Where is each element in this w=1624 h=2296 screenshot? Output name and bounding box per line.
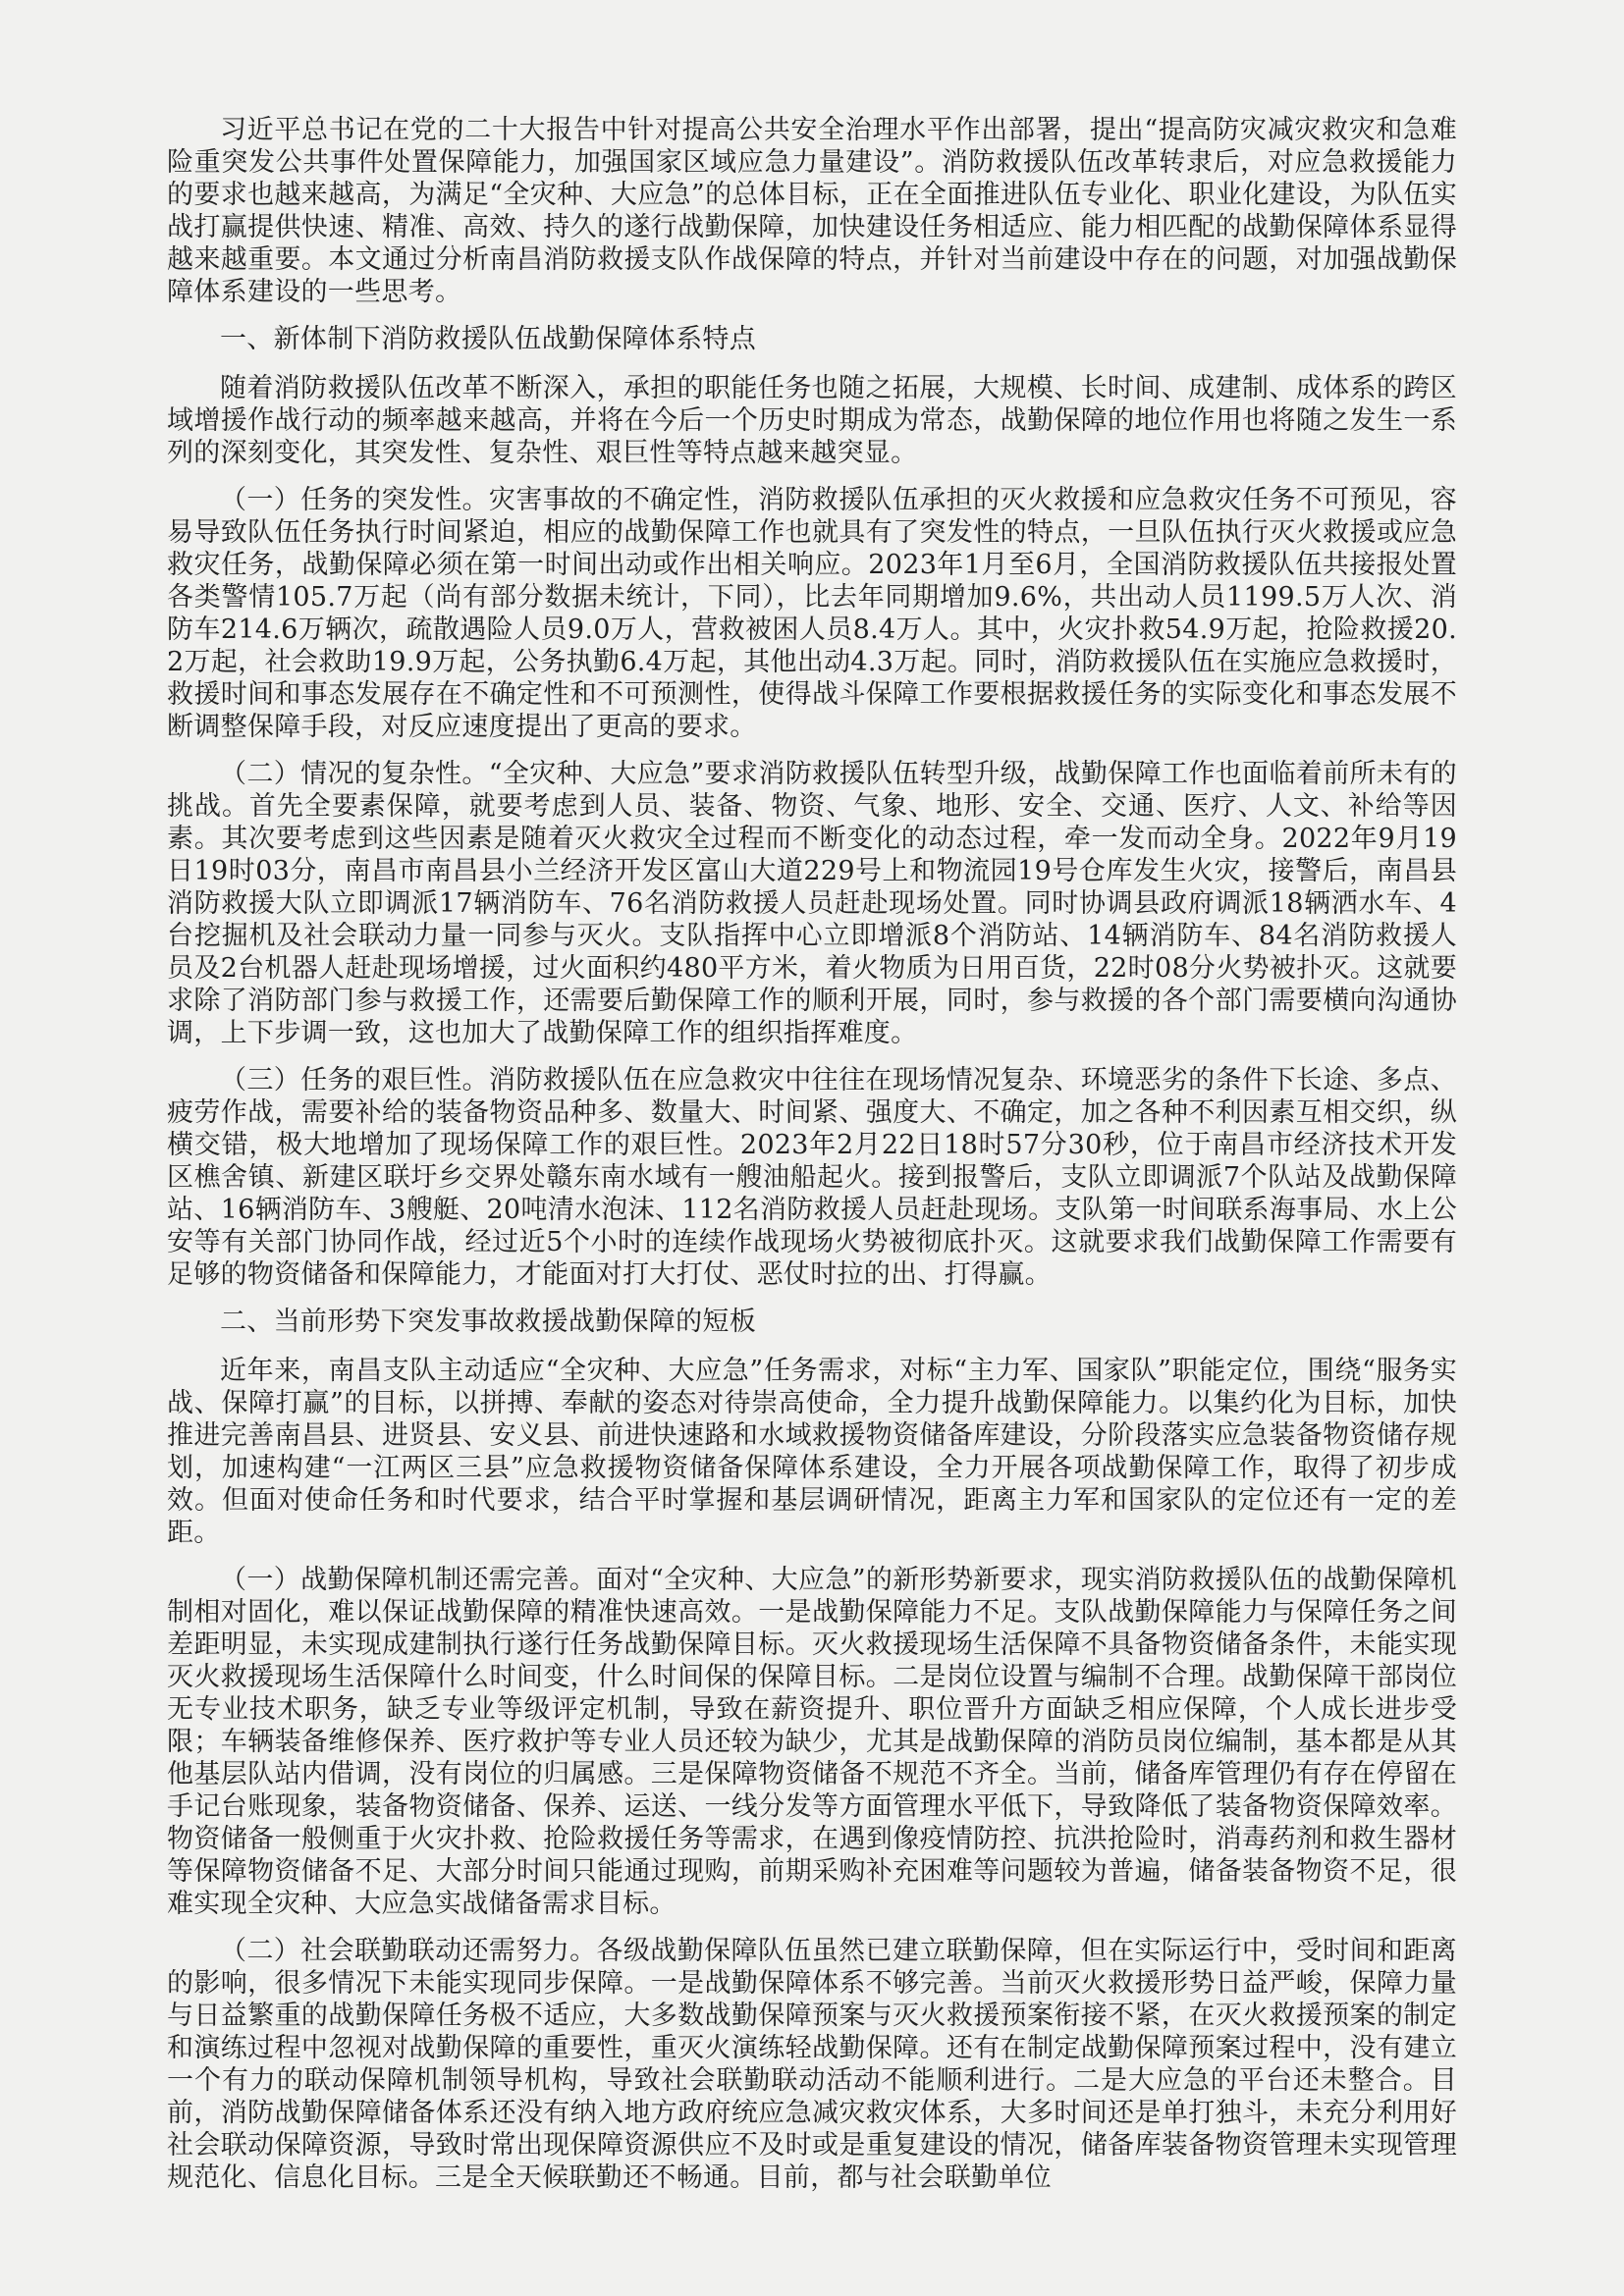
paragraph-point-1-1-suddenness: （一）任务的突发性。灾害事故的不确定性，消防救援队伍承担的灭火救援和应急救灾任务不可预见，容易导致队伍任务执行时间紧迫，相应的战勤保障工作也就具有了突发性的特点，一旦队伍执行灭火救援或应急救灾任务，战勤保障必须在第一时间出动或作出相关响应。2023年1月至6月，全国消防救援队伍共接报处置各类警情105.7万起（尚有部分数据未统计，下同），比去年同期增加9.6%，共出动人员1199.5万人次、消防车214.6万辆次，疏散遇险人员9.0万人，营救被困人员8.4万人。其中，火灾扑救54.9万起，抢险救援20.2万起，社会救助19.9万起，公务执勤6.4万起，其他出动4.3万起。同时，消防救援队伍在实施应急救援时，救援时间和事态发展存在不确定性和不可预测性，使得战斗保障工作要根据救援任务的实际变化和事态发展不断调整保障手段，对反应速度提出了更高的要求。: [167, 485, 1457, 742]
paragraph-point-1-2-complexity: （二）情况的复杂性。“全灾种、大应急”要求消防救援队伍转型升级，战勤保障工作也面临着前所未有的挑战。首先全要素保障，就要考虑到人员、装备、物资、气象、地形、安全、交通、医疗、人文、补给等因素。其次要考虑到这些因素是随着灭火救灾全过程而不断变化的动态过程，牵一发而动全身。2022年9月19日19时03分，南昌市南昌县小兰经济开发区富山大道229号上和物流园19号仓库发生火灾，接警后，南昌县消防救援大队立即调派17辆消防车、76名消防救援人员赶赴现场处置。同时协调县政府调派18辆洒水车、4台挖掘机及社会联动力量一同参与灭火。支队指挥中心立即增派8个消防站、14辆消防车、84名消防救援人员及2台机器人赶赴现场增援，过火面积约480平方米，着火物质为日用百货，22时08分火势被扑灭。这就要求除了消防部门参与救援工作，还需要后勤保障工作的顺利开展，同时，参与救援的各个部门需要横向沟通协调，上下步调一致，这也加大了战勤保障工作的组织指挥难度。: [167, 759, 1457, 1048]
paragraph-section1-overview: 随着消防救援队伍改革不断深入，承担的职能任务也随之拓展，大规模、长时间、成建制、成体系的跨区域增援作战行动的频率越来越高，并将在今后一个历史时期成为常态，战勤保障的地位作用也将随之发生一系列的深刻变化，其突发性、复杂性、艰巨性等特点越来越突显。: [167, 373, 1457, 468]
paragraph-point-1-3-difficulty: （三）任务的艰巨性。消防救援队伍在应急救灾中往往在现场情况复杂、环境恶劣的条件下长途、多点、疲劳作战，需要补给的装备物资品种多、数量大、时间紧、强度大、不确定，加之各种不利因素互相交织，纵横交错，极大地增加了现场保障工作的艰巨性。2023年2月22日18时57分30秒，位于南昌市经济技术开发区樵舍镇、新建区联圩乡交界处赣东南水域有一艘油船起火。接到报警后，支队立即调派7个队站及战勤保障站、16辆消防车、3艘艇、20吨清水泡沫、112名消防救援人员赶赴现场。支队第一时间联系海事局、水上公安等有关部门协同作战，经过近5个小时的连续作战现场火势被彻底扑灭。这就要求我们战勤保障工作需要有足够的物资储备和保障能力，才能面对打大打仗、恶仗时拉的出、打得赢。: [167, 1065, 1457, 1290]
paragraph-intro: 习近平总书记在党的二十大报告中针对提高公共安全治理水平作出部署，提出“提高防灾减灾救灾和急难险重突发公共事件处置保障能力，加强国家区域应急力量建设”。消防救援队伍改革转隶后，对应急救援能力的要求也越来越高，为满足“全灾种、大应急”的总体目标，正在全面推进队伍专业化、职业化建设，为队伍实战打赢提供快速、精准、高效、持久的遂行战勤保障，加快建设任务相适应、能力相匹配的战勤保障体系显得越来越重要。本文通过分析南昌消防救援支队作战保障的特点，并针对当前建设中存在的问题，对加强战勤保障体系建设的一些思考。: [167, 115, 1457, 307]
heading-section-1: 一、新体制下消防救援队伍战勤保障体系特点: [220, 324, 756, 354]
paragraph-point-2-1-mechanism: （一）战勤保障机制还需完善。面对“全灾种、大应急”的新形势新要求，现实消防救援队伍的战勤保障机制相对固化，难以保证战勤保障的精准快速高效。一是战勤保障能力不足。支队战勤保障能力与保障任务之间差距明显，未实现成建制执行遂行任务战勤保障目标。灭火救援现场生活保障不具备物资储备条件，未能实现灭火救援现场生活保障什么时间变，什么时间保的保障目标。二是岗位设置与编制不合理。战勤保障干部岗位无专业技术职务，缺乏专业等级评定机制，导致在薪资提升、职位晋升方面缺乏相应保障，个人成长进步受限；车辆装备维修保养、医疗救护等专业人员还较为缺少，尤其是战勤保障的消防员岗位编制，基本都是从其他基层队站内借调，没有岗位的归属感。三是保障物资储备不规范不齐全。当前，储备库管理仍有存在停留在手记台账现象，装备物资储备、保养、运送、一线分发等方面管理水平低下，导致降低了装备物资保障效率。物资储备一般侧重于火灾扑救、抢险救援任务等需求，在遇到像疫情防控、抗洪抢险时，消毒药剂和救生器材等保障物资储备不足、大部分时间只能通过现购，前期采购补充困难等问题较为普遍，储备装备物资不足，很难实现全灾种、大应急实战储备需求目标。: [167, 1565, 1457, 1919]
paragraph-section2-overview: 近年来，南昌支队主动适应“全灾种、大应急”任务需求，对标“主力军、国家队”职能定位，围绕“服务实战、保障打赢”的目标，以拼搏、奉献的姿态对待崇高使命，全力提升战勤保障能力。以集约化为目标，加快推进完善南昌县、进贤县、安义县、前进快速路和水域救援物资储备库建设，分阶段落实应急装备物资储存规划，加速构建“一江两区三县”应急救援物资储备保障体系建设，全力开展各项战勤保障工作，取得了初步成效。但面对使命任务和时代要求，结合平时掌握和基层调研情况，距离主力军和国家队的定位还有一定的差距。: [167, 1356, 1457, 1548]
heading-section-2: 二、当前形势下突发事故救援战勤保障的短板: [220, 1307, 756, 1337]
paragraph-point-2-2-social-linkage: （二）社会联勤联动还需努力。各级战勤保障队伍虽然已建立联勤保障，但在实际运行中，受时间和距离的影响，很多情况下未能实现同步保障。一是战勤保障体系不够完善。当前灭火救援形势日益严峻，保障力量与日益繁重的战勤保障任务极不适应，大多数战勤保障预案与灭火救援预案衔接不紧，在灭火救援预案的制定和演练过程中忽视对战勤保障的重要性，重灭火演练轻战勤保障。还有在制定战勤保障预案过程中，没有建立一个有力的联动保障机制领导机构，导致社会联勤联动活动不能顺利进行。二是大应急的平台还未整合。目前，消防战勤保障储备体系还没有纳入地方政府统应急减灾救灾体系，大多时间还是单打独斗，未充分利用好社会联动保障资源，导致时常出现保障资源供应不及时或是重复建设的情况，储备库装备物资管理未实现管理规范化、信息化目标。三是全天候联勤还不畅通。目前，都与社会联勤单位: [167, 1936, 1457, 2193]
